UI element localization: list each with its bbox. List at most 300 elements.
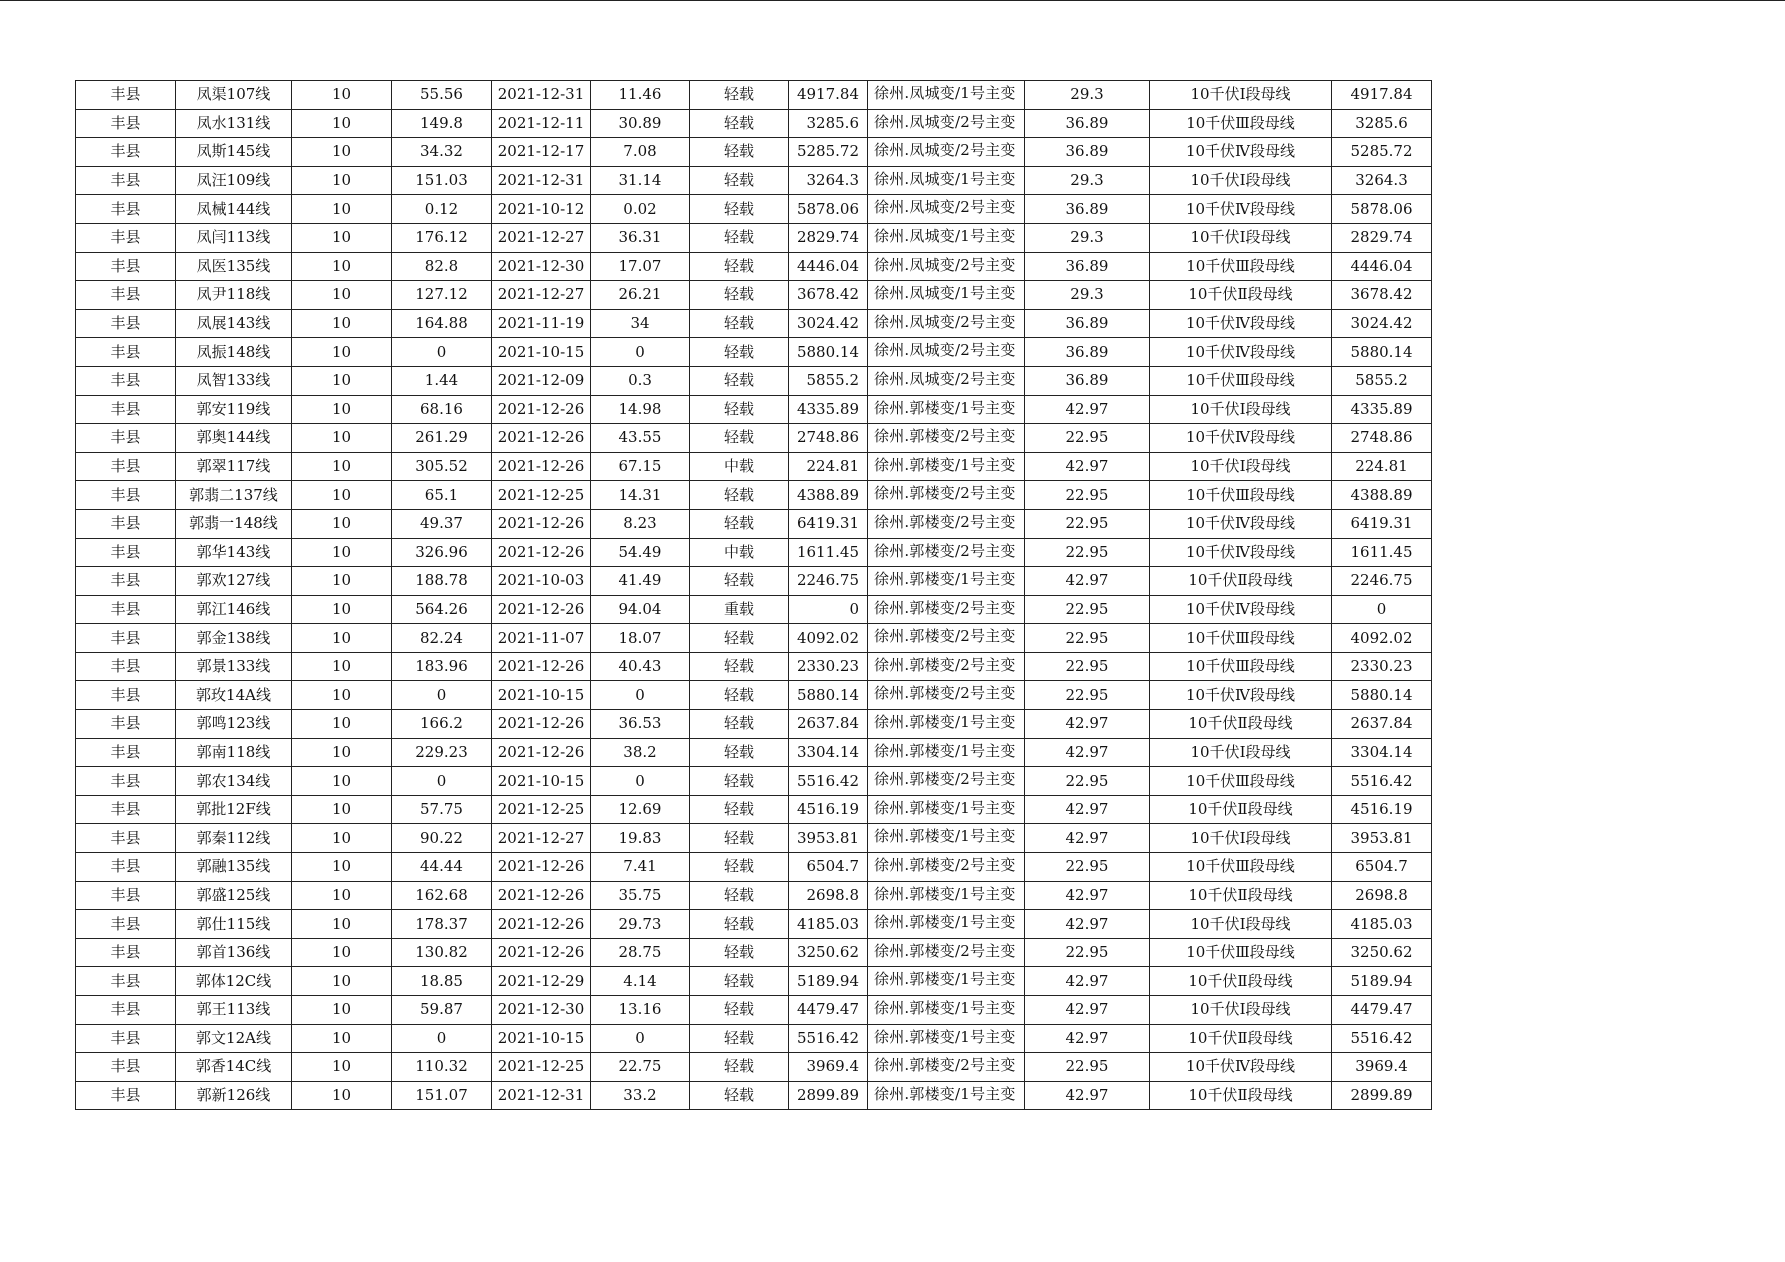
capacity-cell: 2748.86 [789,424,868,453]
load-status-cell: 轻载 [690,338,789,367]
capacity-cell: 4388.89 [789,481,868,510]
busbar-cell: 10千伏Ⅳ段母线 [1150,681,1332,710]
busbar-cell: 10千伏Ⅰ段母线 [1150,996,1332,1025]
transformer-load-cell: 36.89 [1025,252,1150,281]
date-cell: 2021-12-26 [492,452,591,481]
load-rate-cell: 14.98 [591,395,690,424]
date-cell: 2021-12-25 [492,1053,591,1082]
busbar-cell: 10千伏Ⅱ段母线 [1150,710,1332,739]
busbar-cell: 10千伏Ⅲ段母线 [1150,853,1332,882]
load-rate-cell: 54.49 [591,538,690,567]
capacity-cell: 3250.62 [789,938,868,967]
table-row [76,595,1432,624]
load-rate-cell: 30.89 [591,109,690,138]
transformer-load-cell: 29.3 [1025,281,1150,310]
table-row [76,309,1432,338]
available-capacity-cell: 3304.14 [1332,738,1432,767]
current-cell: 127.12 [392,281,492,310]
busbar-cell: 10千伏Ⅲ段母线 [1150,767,1332,796]
transformer-load-cell: 22.95 [1025,767,1150,796]
table-row [76,1024,1432,1053]
current-cell: 229.23 [392,738,492,767]
load-rate-cell: 29.73 [591,910,690,939]
voltage-cell: 10 [292,538,392,567]
load-status-cell: 轻载 [690,938,789,967]
substation-cell: 徐州.郭楼变/1号主变 [868,710,1025,739]
load-status-cell: 轻载 [690,853,789,882]
voltage-cell: 10 [292,138,392,167]
transformer-load-cell: 29.3 [1025,223,1150,252]
current-cell: 57.75 [392,795,492,824]
table-row [76,853,1432,882]
available-capacity-cell: 4516.19 [1332,795,1432,824]
date-cell: 2021-12-26 [492,538,591,567]
table-row [76,624,1432,653]
feeder-name-cell: 凤械144线 [176,195,292,224]
county-cell: 丰县 [76,652,176,681]
busbar-cell: 10千伏Ⅲ段母线 [1150,109,1332,138]
substation-cell: 徐州.郭楼变/2号主变 [868,652,1025,681]
county-cell: 丰县 [76,281,176,310]
current-cell: 130.82 [392,938,492,967]
load-rate-cell: 0 [591,338,690,367]
county-cell: 丰县 [76,567,176,596]
table-row [76,281,1432,310]
county-cell: 丰县 [76,967,176,996]
substation-cell: 徐州.郭楼变/1号主变 [868,795,1025,824]
available-capacity-cell: 3953.81 [1332,824,1432,853]
county-cell: 丰县 [76,624,176,653]
substation-cell: 徐州.郭楼变/1号主变 [868,996,1025,1025]
capacity-cell: 3953.81 [789,824,868,853]
load-rate-cell: 0 [591,1024,690,1053]
available-capacity-cell: 3250.62 [1332,938,1432,967]
load-status-cell: 轻载 [690,910,789,939]
current-cell: 166.2 [392,710,492,739]
transformer-load-cell: 42.97 [1025,910,1150,939]
voltage-cell: 10 [292,281,392,310]
capacity-cell: 4092.02 [789,624,868,653]
busbar-cell: 10千伏Ⅲ段母线 [1150,481,1332,510]
county-cell: 丰县 [76,881,176,910]
date-cell: 2021-10-12 [492,195,591,224]
date-cell: 2021-12-25 [492,795,591,824]
county-cell: 丰县 [76,166,176,195]
date-cell: 2021-12-30 [492,252,591,281]
current-cell: 90.22 [392,824,492,853]
available-capacity-cell: 4092.02 [1332,624,1432,653]
busbar-cell: 10千伏Ⅳ段母线 [1150,138,1332,167]
date-cell: 2021-12-31 [492,166,591,195]
transformer-load-cell: 22.95 [1025,1053,1150,1082]
voltage-cell: 10 [292,481,392,510]
transformer-load-cell: 22.95 [1025,652,1150,681]
date-cell: 2021-12-27 [492,824,591,853]
date-cell: 2021-10-15 [492,338,591,367]
voltage-cell: 10 [292,1053,392,1082]
load-status-cell: 轻载 [690,509,789,538]
feeder-name-cell: 郭翠117线 [176,452,292,481]
substation-cell: 徐州.凤城变/2号主变 [868,338,1025,367]
load-status-cell: 轻载 [690,195,789,224]
available-capacity-cell: 5285.72 [1332,138,1432,167]
date-cell: 2021-10-15 [492,681,591,710]
capacity-cell: 4917.84 [789,81,868,110]
capacity-cell: 3024.42 [789,309,868,338]
county-cell: 丰县 [76,795,176,824]
table-row [76,338,1432,367]
available-capacity-cell: 4185.03 [1332,910,1432,939]
voltage-cell: 10 [292,824,392,853]
available-capacity-cell: 224.81 [1332,452,1432,481]
voltage-cell: 10 [292,1024,392,1053]
voltage-cell: 10 [292,795,392,824]
busbar-cell: 10千伏Ⅱ段母线 [1150,567,1332,596]
busbar-cell: 10千伏Ⅰ段母线 [1150,81,1332,110]
date-cell: 2021-12-26 [492,652,591,681]
capacity-cell: 2246.75 [789,567,868,596]
busbar-cell: 10千伏Ⅳ段母线 [1150,1053,1332,1082]
date-cell: 2021-12-26 [492,395,591,424]
current-cell: 164.88 [392,309,492,338]
table-row [76,366,1432,395]
available-capacity-cell: 3264.3 [1332,166,1432,195]
table-row [76,910,1432,939]
capacity-cell: 3304.14 [789,738,868,767]
load-rate-cell: 26.21 [591,281,690,310]
table-row [76,824,1432,853]
current-cell: 82.8 [392,252,492,281]
load-rate-cell: 8.23 [591,509,690,538]
substation-cell: 徐州.凤城变/2号主变 [868,109,1025,138]
county-cell: 丰县 [76,996,176,1025]
feeder-name-cell: 郭秦112线 [176,824,292,853]
load-status-cell: 轻载 [690,795,789,824]
load-status-cell: 重载 [690,595,789,624]
current-cell: 110.32 [392,1053,492,1082]
date-cell: 2021-12-26 [492,853,591,882]
available-capacity-cell: 4335.89 [1332,395,1432,424]
table-row [76,996,1432,1025]
transformer-load-cell: 42.97 [1025,1024,1150,1053]
county-cell: 丰县 [76,538,176,567]
county-cell: 丰县 [76,938,176,967]
substation-cell: 徐州.凤城变/1号主变 [868,81,1025,110]
current-cell: 188.78 [392,567,492,596]
table-row [76,567,1432,596]
county-cell: 丰县 [76,481,176,510]
transformer-load-cell: 36.89 [1025,138,1150,167]
capacity-cell: 2698.8 [789,881,868,910]
load-status-cell: 轻载 [690,681,789,710]
available-capacity-cell: 4446.04 [1332,252,1432,281]
table-row [76,81,1432,110]
load-rate-cell: 35.75 [591,881,690,910]
date-cell: 2021-11-19 [492,309,591,338]
load-status-cell: 轻载 [690,996,789,1025]
substation-cell: 徐州.凤城变/2号主变 [868,309,1025,338]
available-capacity-cell: 6504.7 [1332,853,1432,882]
load-status-cell: 轻载 [690,624,789,653]
voltage-cell: 10 [292,366,392,395]
capacity-cell: 4335.89 [789,395,868,424]
feeder-name-cell: 郭盛125线 [176,881,292,910]
load-rate-cell: 36.31 [591,223,690,252]
feeder-name-cell: 凤尹118线 [176,281,292,310]
current-cell: 261.29 [392,424,492,453]
feeder-load-table [75,80,1432,1110]
voltage-cell: 10 [292,996,392,1025]
table-row [76,195,1432,224]
substation-cell: 徐州.郭楼变/1号主变 [868,910,1025,939]
county-cell: 丰县 [76,309,176,338]
table-row [76,710,1432,739]
current-cell: 151.03 [392,166,492,195]
county-cell: 丰县 [76,138,176,167]
substation-cell: 徐州.郭楼变/2号主变 [868,624,1025,653]
capacity-cell: 5285.72 [789,138,868,167]
transformer-load-cell: 42.97 [1025,1081,1150,1110]
feeder-name-cell: 郭新126线 [176,1081,292,1110]
available-capacity-cell: 2330.23 [1332,652,1432,681]
table-row [76,252,1432,281]
feeder-name-cell: 凤汪109线 [176,166,292,195]
load-status-cell: 轻载 [690,1053,789,1082]
voltage-cell: 10 [292,910,392,939]
substation-cell: 徐州.郭楼变/1号主变 [868,452,1025,481]
voltage-cell: 10 [292,710,392,739]
load-status-cell: 轻载 [690,109,789,138]
feeder-name-cell: 凤展143线 [176,309,292,338]
feeder-name-cell: 郭批12F线 [176,795,292,824]
voltage-cell: 10 [292,767,392,796]
busbar-cell: 10千伏Ⅳ段母线 [1150,338,1332,367]
load-status-cell: 轻载 [690,81,789,110]
load-rate-cell: 4.14 [591,967,690,996]
load-rate-cell: 34 [591,309,690,338]
busbar-cell: 10千伏Ⅱ段母线 [1150,967,1332,996]
capacity-cell: 5516.42 [789,767,868,796]
available-capacity-cell: 3024.42 [1332,309,1432,338]
busbar-cell: 10千伏Ⅳ段母线 [1150,424,1332,453]
transformer-load-cell: 22.95 [1025,424,1150,453]
busbar-cell: 10千伏Ⅰ段母线 [1150,223,1332,252]
current-cell: 49.37 [392,509,492,538]
substation-cell: 徐州.郭楼变/1号主变 [868,881,1025,910]
feeder-name-cell: 郭农134线 [176,767,292,796]
current-cell: 1.44 [392,366,492,395]
load-rate-cell: 28.75 [591,938,690,967]
load-status-cell: 轻载 [690,395,789,424]
date-cell: 2021-12-11 [492,109,591,138]
county-cell: 丰县 [76,223,176,252]
transformer-load-cell: 36.89 [1025,338,1150,367]
date-cell: 2021-12-27 [492,223,591,252]
busbar-cell: 10千伏Ⅱ段母线 [1150,1024,1332,1053]
busbar-cell: 10千伏Ⅰ段母线 [1150,910,1332,939]
load-rate-cell: 19.83 [591,824,690,853]
load-rate-cell: 7.41 [591,853,690,882]
transformer-load-cell: 42.97 [1025,996,1150,1025]
date-cell: 2021-12-30 [492,996,591,1025]
busbar-cell: 10千伏Ⅱ段母线 [1150,795,1332,824]
feeder-name-cell: 郭翡二137线 [176,481,292,510]
feeder-name-cell: 郭文12A线 [176,1024,292,1053]
substation-cell: 徐州.郭楼变/1号主变 [868,1024,1025,1053]
load-rate-cell: 13.16 [591,996,690,1025]
feeder-name-cell: 郭金138线 [176,624,292,653]
current-cell: 65.1 [392,481,492,510]
feeder-name-cell: 郭玫14A线 [176,681,292,710]
feeder-name-cell: 郭奥144线 [176,424,292,453]
load-rate-cell: 67.15 [591,452,690,481]
load-status-cell: 轻载 [690,767,789,796]
current-cell: 305.52 [392,452,492,481]
current-cell: 162.68 [392,881,492,910]
available-capacity-cell: 2748.86 [1332,424,1432,453]
load-status-cell: 轻载 [690,424,789,453]
county-cell: 丰县 [76,595,176,624]
date-cell: 2021-12-26 [492,509,591,538]
busbar-cell: 10千伏Ⅳ段母线 [1150,595,1332,624]
substation-cell: 徐州.郭楼变/2号主变 [868,938,1025,967]
busbar-cell: 10千伏Ⅱ段母线 [1150,1081,1332,1110]
substation-cell: 徐州.郭楼变/1号主变 [868,967,1025,996]
voltage-cell: 10 [292,509,392,538]
capacity-cell: 3969.4 [789,1053,868,1082]
load-status-cell: 轻载 [690,567,789,596]
date-cell: 2021-12-26 [492,938,591,967]
substation-cell: 徐州.凤城变/1号主变 [868,166,1025,195]
busbar-cell: 10千伏Ⅰ段母线 [1150,452,1332,481]
date-cell: 2021-12-31 [492,1081,591,1110]
load-status-cell: 轻载 [690,281,789,310]
voltage-cell: 10 [292,252,392,281]
feeder-name-cell: 郭首136线 [176,938,292,967]
busbar-cell: 10千伏Ⅳ段母线 [1150,538,1332,567]
busbar-cell: 10千伏Ⅲ段母线 [1150,252,1332,281]
voltage-cell: 10 [292,424,392,453]
available-capacity-cell: 5880.14 [1332,338,1432,367]
load-status-cell: 中载 [690,452,789,481]
busbar-cell: 10千伏Ⅳ段母线 [1150,509,1332,538]
substation-cell: 徐州.凤城变/2号主变 [868,252,1025,281]
transformer-load-cell: 22.95 [1025,853,1150,882]
substation-cell: 徐州.郭楼变/2号主变 [868,481,1025,510]
available-capacity-cell: 5516.42 [1332,767,1432,796]
county-cell: 丰县 [76,1024,176,1053]
capacity-cell: 5880.14 [789,338,868,367]
current-cell: 82.24 [392,624,492,653]
load-status-cell: 轻载 [690,738,789,767]
busbar-cell: 10千伏Ⅲ段母线 [1150,652,1332,681]
substation-cell: 徐州.凤城变/1号主变 [868,281,1025,310]
transformer-load-cell: 29.3 [1025,81,1150,110]
load-status-cell: 轻载 [690,223,789,252]
substation-cell: 徐州.郭楼变/1号主变 [868,738,1025,767]
transformer-load-cell: 42.97 [1025,881,1150,910]
load-rate-cell: 18.07 [591,624,690,653]
available-capacity-cell: 5189.94 [1332,967,1432,996]
transformer-load-cell: 22.95 [1025,938,1150,967]
capacity-cell: 2637.84 [789,710,868,739]
substation-cell: 徐州.郭楼变/1号主变 [868,567,1025,596]
current-cell: 326.96 [392,538,492,567]
capacity-cell: 0 [789,595,868,624]
date-cell: 2021-12-26 [492,710,591,739]
load-status-cell: 轻载 [690,481,789,510]
substation-cell: 徐州.凤城变/2号主变 [868,366,1025,395]
date-cell: 2021-12-26 [492,881,591,910]
voltage-cell: 10 [292,1081,392,1110]
substation-cell: 徐州.凤城变/2号主变 [868,138,1025,167]
available-capacity-cell: 5855.2 [1332,366,1432,395]
transformer-load-cell: 29.3 [1025,166,1150,195]
county-cell: 丰县 [76,366,176,395]
load-rate-cell: 17.07 [591,252,690,281]
date-cell: 2021-12-17 [492,138,591,167]
busbar-cell: 10千伏Ⅱ段母线 [1150,281,1332,310]
busbar-cell: 10千伏Ⅱ段母线 [1150,881,1332,910]
voltage-cell: 10 [292,81,392,110]
voltage-cell: 10 [292,109,392,138]
busbar-cell: 10千伏Ⅰ段母线 [1150,824,1332,853]
county-cell: 丰县 [76,395,176,424]
capacity-cell: 4446.04 [789,252,868,281]
feeder-name-cell: 郭欢127线 [176,567,292,596]
available-capacity-cell: 1611.45 [1332,538,1432,567]
table-row [76,138,1432,167]
load-rate-cell: 36.53 [591,710,690,739]
available-capacity-cell: 3285.6 [1332,109,1432,138]
feeder-name-cell: 郭仕115线 [176,910,292,939]
feeder-name-cell: 郭鸣123线 [176,710,292,739]
available-capacity-cell: 2698.8 [1332,881,1432,910]
load-rate-cell: 31.14 [591,166,690,195]
feeder-name-cell: 凤斯145线 [176,138,292,167]
capacity-cell: 4479.47 [789,996,868,1025]
current-cell: 178.37 [392,910,492,939]
transformer-load-cell: 36.89 [1025,366,1150,395]
load-rate-cell: 40.43 [591,652,690,681]
voltage-cell: 10 [292,738,392,767]
voltage-cell: 10 [292,338,392,367]
county-cell: 丰县 [76,195,176,224]
load-rate-cell: 14.31 [591,481,690,510]
busbar-cell: 10千伏Ⅳ段母线 [1150,195,1332,224]
substation-cell: 徐州.郭楼变/2号主变 [868,538,1025,567]
transformer-load-cell: 22.95 [1025,481,1150,510]
voltage-cell: 10 [292,967,392,996]
feeder-name-cell: 郭翡一148线 [176,509,292,538]
voltage-cell: 10 [292,624,392,653]
load-rate-cell: 7.08 [591,138,690,167]
capacity-cell: 2330.23 [789,652,868,681]
current-cell: 0 [392,1024,492,1053]
table-row [76,223,1432,252]
table-row [76,395,1432,424]
busbar-cell: 10千伏Ⅲ段母线 [1150,624,1332,653]
substation-cell: 徐州.郭楼变/2号主变 [868,595,1025,624]
transformer-load-cell: 42.97 [1025,824,1150,853]
substation-cell: 徐州.郭楼变/1号主变 [868,395,1025,424]
capacity-cell: 3678.42 [789,281,868,310]
current-cell: 0 [392,681,492,710]
capacity-cell: 3285.6 [789,109,868,138]
table-row [76,452,1432,481]
load-rate-cell: 11.46 [591,81,690,110]
transformer-load-cell: 36.89 [1025,195,1150,224]
